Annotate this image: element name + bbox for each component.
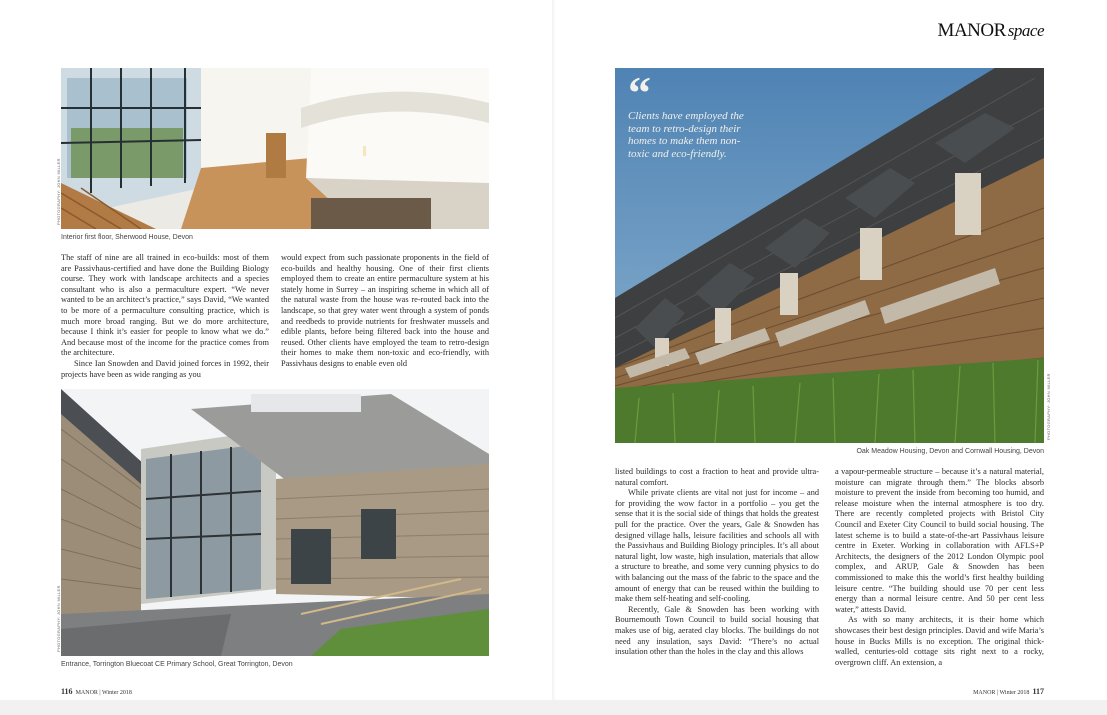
right-page-number: 117 [1032, 687, 1044, 696]
interior-photo [61, 68, 489, 229]
right-page-footer [973, 687, 1044, 696]
article-paragraph: a vapour-permeable structure – because it’s a natural material, moisture can migrate through them.” The blocks absorb moisture to prevent the inside from becoming too humid, and release moisture when the internal atmosphere is too dry. There are recently completed projects with Bristol City Council and Exeter City Council to build social housing. The latest scheme is to build a state-of-the-art Passivhaus leisure centre in Exeter. Working in collaboration with AFLS+P Architects, the designers of the 2012 London Olympic pool complex, and ARUP, Gale & Snowden has been commissioned to make this the world’s first healthy building leisure centre. “The building should use 70 per cent less energy than a normal leisure centre. And 50 per cent less water,” attests David. [835, 467, 1044, 614]
school-photo-credit: PHOTOGRAPHY: JOHN MILLER [56, 585, 61, 652]
article-paragraph: would expect from such passionate proponents in the field of eco-builds and healthy housing. One of their first clients employed them to create an entire permaculture system at his stately home in Surrey – an inspiring scheme in which all of the natural waste from the house was re-routed back into the landscape, so that grey water went through a system of ponds and reedbeds to provide nutrients for freshwater mussels and edible plants, before being filtered back into the house and reused. Other clients have employed the team to retro-design their homes to make them non-toxic and eco-friendly, with Passivhaus designs to enable even old [281, 253, 489, 368]
article-paragraph: As with so many architects, it is their home which showcases their best design principles. David and wife Maria’s house in Bucks Mills is no exception. The original thick-walled, centuries-old cottage sits right next to a rocky, overgrown cliff. An extension, a [835, 615, 1044, 667]
brand-main: MANOR [937, 20, 1006, 41]
article-column-4 [835, 467, 1044, 668]
housing-photo-caption: Oak Meadow Housing, Devon and Cornwall Housing, Devon [856, 448, 1044, 455]
left-page-number: 116 [61, 687, 73, 696]
page-gutter [552, 0, 556, 715]
left-page-footer [61, 687, 132, 696]
viewer-bottom-strip [0, 700, 1107, 715]
article-paragraph: listed buildings to cost a fraction to heat and provide ultra-natural comfort. [615, 467, 819, 487]
pull-quote [628, 67, 758, 160]
article-column-1 [61, 253, 269, 380]
article-paragraph: Recently, Gale & Snowden has been working with Bournemouth Town Council to build social housing that makes use of big, aerated clay blocks. The buildings do not need any insulation, says David: “There’s no actual insulation other than the holes in the clay and this allows [615, 604, 819, 657]
brand-sub: space [1007, 21, 1044, 40]
school-photo [61, 389, 489, 656]
left-footer-text: MANOR | Winter 2018 [75, 690, 132, 696]
interior-photo-credit: PHOTOGRAPHY: JOHN MILLER [56, 158, 61, 225]
article-paragraph: The staff of nine are all trained in eco-builds: most of them are Passivhaus-certified and have done the Building Biology course. They work with landscape architects and a species consultant who is also a permaculture expert. “We never wanted to be an architect’s practice,” says David, “We wanted to be more of a permaculture consulting practice, which is much more broad ranging. But we do more architecture, because I think it’s easier for people to know what we do.” And because most of the income for the practice comes from the architecture. [61, 253, 269, 358]
magazine-brand-logo [938, 20, 1044, 42]
quote-mark-icon: “ [628, 67, 651, 118]
school-photo-caption: Entrance, Torrington Bluecoat CE Primary School, Great Torrington, Devon [61, 661, 293, 668]
article-column-2 [281, 253, 489, 370]
right-footer-text: MANOR | Winter 2018 [973, 690, 1030, 696]
article-column-3 [615, 467, 819, 658]
interior-photo-caption: Interior first floor, Sherwood House, Devon [61, 234, 193, 241]
article-paragraph: While private clients are vital not just for income – and for providing the wow factor in a portfolio – you get the sense that it is the social side of things that holds the greatest pull for the practice. Over the years, Gale & Snowden has designed village halls, leisure facilities and schools all with the Passivhaus and Building Biology principles. It’s all about natural light, low waste, high insulation, materials that allow a structure to breathe, and some very cunning physics to do with balancing out the mass of the fabric to the space and the amount of energy that can be reused within the building to make them self-heating and self-cooling. [615, 488, 819, 604]
article-paragraph: Since Ian Snowden and David joined forces in 1992, their projects have been as wide ranging as you [61, 358, 269, 379]
pull-quote-text: Clients have employed the team to retro-design their homes to make them non-toxic and eco-friendly. [628, 110, 744, 160]
housing-photo-credit: PHOTOGRAPHY: JOHN MILLER [1046, 373, 1051, 440]
